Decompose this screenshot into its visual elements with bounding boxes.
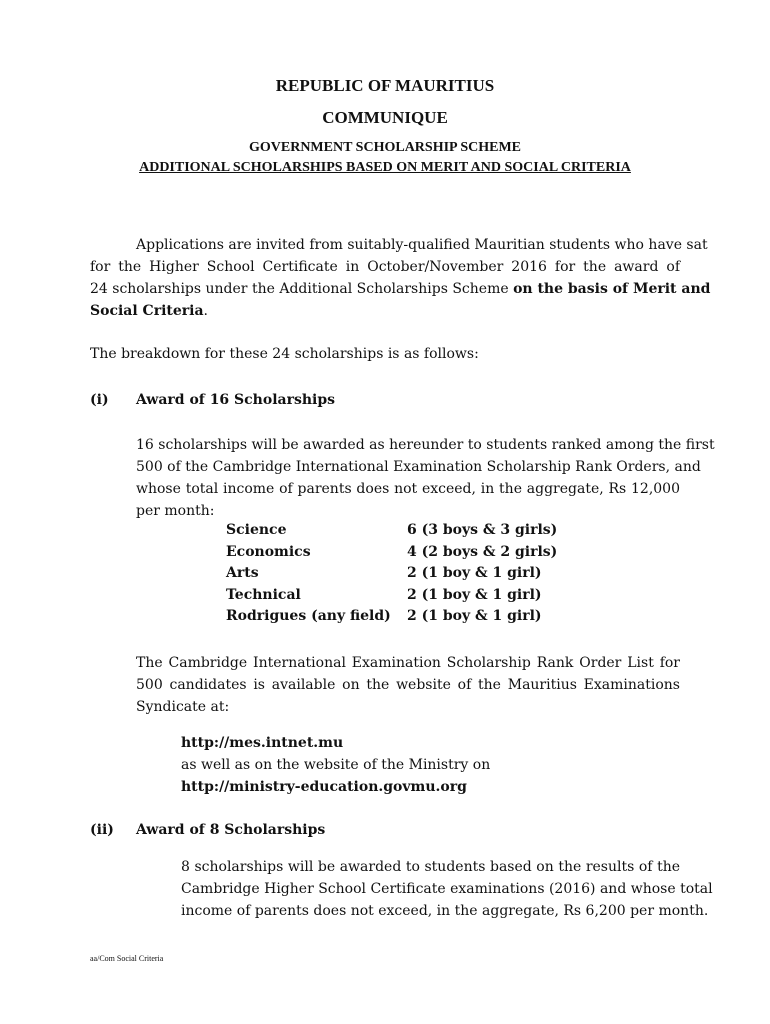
scholarship-table [226,522,557,630]
section-1-line: whose total income of parents does not exceed, in the aggregate, Rs 12,000 [136,481,680,497]
ministry-website-text: as well as on the website of the Ministry on [181,757,491,773]
breakdown-text: The breakdown for these 24 scholarships is as follows: [90,346,479,362]
section-2-line: Cambridge Higher School Certificate examinations (2016) and whose total [181,881,713,897]
section-1-paragraph [136,434,715,522]
intro-line-1: Applications are invited from suitably-qualified Mauritian students who have sat [136,237,708,253]
ministry-website-link[interactable]: http://ministry-education.govmu.org [181,779,467,795]
rank-list-line: The Cambridge International Examination Scholarship Rank Order List for [136,655,680,671]
section-1-title: Award of 16 Scholarships [136,392,336,408]
table-row [226,587,557,609]
field-cell: Arts [226,565,259,581]
section-1-line: 500 of the Cambridge International Examination Scholarship Rank Orders, and [136,459,701,475]
section-1-line: 16 scholarships will be awarded as hereunder to students ranked among the first [136,437,715,453]
subtitle-heading: ADDITIONAL SCHOLARSHIPS BASED ON MERIT AND SOCIAL CRITERIA [139,160,631,175]
section-1-line: per month: [136,503,215,519]
field-cell: Economics [226,543,311,560]
intro-line-4: Social Criteria. [90,303,208,319]
section-2-number: (ii) [90,822,114,838]
communique-heading: COMMUNIQUE [322,108,448,127]
rank-list-line: 500 candidates is available on the website of the Mauritius Examinations [136,677,680,693]
table-row [226,544,557,566]
awards-cell: 2 (1 boy & 1 girl) [407,586,542,603]
awards-cell: 6 (3 boys & 3 girls) [407,522,558,538]
intro-paragraph [90,234,711,322]
mes-website-link[interactable]: http://mes.intnet.mu [181,735,344,751]
awards-cell: 4 (2 boys & 2 girls) [407,543,558,560]
awards-cell: 2 (1 boy & 1 girl) [407,608,542,624]
awards-cell: 2 (1 boy & 1 girl) [407,565,542,581]
country-heading: REPUBLIC OF MAURITIUS [275,76,495,95]
intro-line-3: 24 scholarships under the Additional Scholarships Scheme on the basis of Merit and [90,281,711,297]
table-row [226,565,557,587]
section-2-title: Award of 8 Scholarships [136,822,326,838]
section-2-paragraph [181,856,713,922]
section-2-line: 8 scholarships will be awarded to students based on the results of the [181,859,680,875]
field-cell: Science [226,522,287,538]
rank-list-line: Syndicate at: [136,699,230,715]
intro-line-2: for the Higher School Certificate in October/November 2016 for the award of [90,259,680,275]
rank-list-paragraph [136,652,680,718]
section-2-line: income of parents does not exceed, in the aggregate, Rs 6,200 per month. [181,903,709,919]
scheme-heading: GOVERNMENT SCHOLARSHIP SCHEME [248,140,521,155]
table-row [226,522,557,544]
footer-reference: aa/Com Social Criteria [90,954,164,963]
field-cell: Rodrigues (any field) [226,608,391,624]
field-cell: Technical [226,586,301,603]
section-1-number: (i) [90,392,109,408]
table-row [226,608,557,630]
